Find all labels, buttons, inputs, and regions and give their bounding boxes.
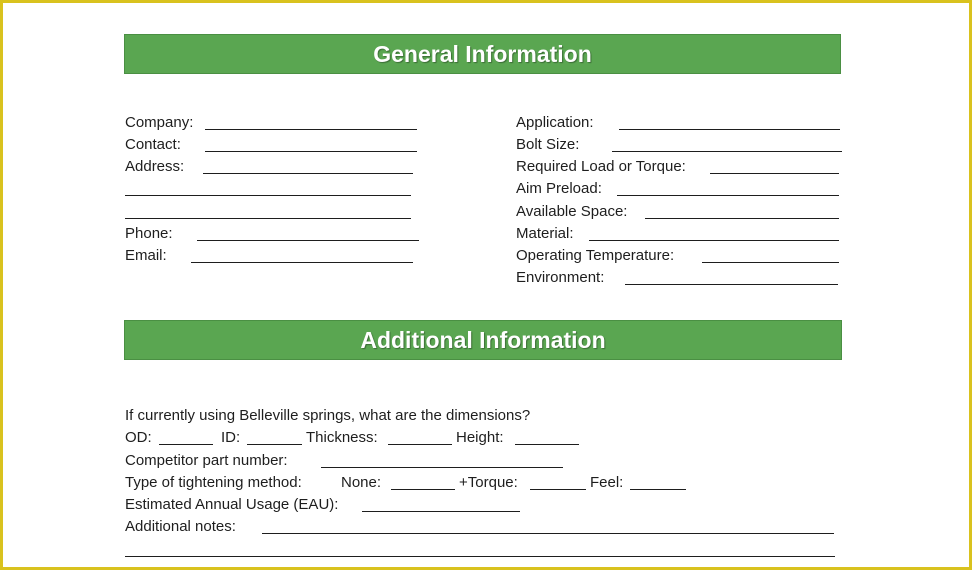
thickness-field[interactable] — [388, 444, 452, 445]
application-row — [516, 112, 846, 134]
phone-field[interactable] — [197, 240, 419, 241]
competitor-row — [125, 450, 825, 472]
company-row — [125, 112, 425, 134]
notes-row — [125, 516, 837, 538]
environment-row — [516, 267, 846, 289]
application-label: Application: — [516, 114, 594, 131]
environment-field[interactable] — [625, 284, 838, 285]
notes-field-1[interactable] — [262, 533, 834, 534]
available-space-field[interactable] — [645, 218, 839, 219]
email-label: Email: — [125, 247, 167, 264]
contact-label: Contact: — [125, 136, 181, 153]
address-field-3[interactable] — [125, 218, 411, 219]
available-space-row — [516, 201, 846, 223]
thickness-label: Thickness: — [306, 429, 378, 446]
id-label: ID: — [221, 429, 241, 446]
required-load-label: Required Load or Torque: — [516, 158, 686, 175]
address-line-2-row — [125, 178, 425, 200]
notes-line-2-row — [125, 539, 837, 561]
operating-temperature-row — [516, 245, 846, 267]
address-field-1[interactable] — [203, 173, 413, 174]
required-load-row — [516, 156, 846, 178]
competitor-field[interactable] — [321, 467, 563, 468]
none-label: None: — [341, 474, 382, 491]
notes-label: Additional notes: — [125, 518, 236, 535]
bolt-size-label: Bolt Size: — [516, 136, 580, 153]
environment-label: Environment: — [516, 269, 605, 286]
company-label: Company: — [125, 114, 194, 131]
od-field[interactable] — [159, 444, 213, 445]
phone-row — [125, 223, 425, 245]
address-row — [125, 156, 425, 178]
contact-row — [125, 134, 425, 156]
contact-field[interactable] — [205, 151, 417, 152]
feel-field[interactable] — [630, 489, 686, 490]
address-field-2[interactable] — [125, 195, 411, 196]
phone-label: Phone: — [125, 225, 173, 242]
material-row — [516, 223, 846, 245]
bolt-size-field[interactable] — [612, 151, 842, 152]
general-information-header — [124, 34, 841, 74]
torque-label: +Torque: — [459, 474, 518, 491]
company-field[interactable] — [205, 129, 417, 130]
material-field[interactable] — [589, 240, 839, 241]
general-information-title: General Information — [373, 40, 592, 67]
eau-row — [125, 494, 825, 516]
feel-label: Feel: — [590, 474, 624, 491]
competitor-label: Competitor part number: — [125, 452, 288, 469]
none-field[interactable] — [391, 489, 455, 490]
belleville-question-row — [125, 405, 825, 427]
address-line-3-row — [125, 201, 425, 223]
belleville-question: If currently using Belleville springs, what are the dimensions? — [125, 407, 531, 424]
required-load-field[interactable] — [710, 173, 839, 174]
application-field[interactable] — [619, 129, 840, 130]
additional-information-title: Additional Information — [360, 326, 606, 353]
aim-preload-label: Aim Preload: — [516, 180, 602, 197]
height-field[interactable] — [515, 444, 579, 445]
email-row — [125, 245, 425, 267]
tightening-label: Type of tightening method: — [125, 474, 302, 491]
tightening-row — [125, 472, 825, 494]
address-label: Address: — [125, 158, 185, 175]
height-label: Height: — [456, 429, 504, 446]
notes-field-2[interactable] — [125, 556, 835, 557]
eau-label: Estimated Annual Usage (EAU): — [125, 496, 339, 513]
od-label: OD: — [125, 429, 152, 446]
eau-field[interactable] — [362, 511, 520, 512]
available-space-label: Available Space: — [516, 203, 628, 220]
operating-temperature-label: Operating Temperature: — [516, 247, 675, 264]
aim-preload-field[interactable] — [617, 195, 839, 196]
dimensions-row — [125, 427, 825, 449]
aim-preload-row — [516, 178, 846, 200]
torque-field[interactable] — [530, 489, 586, 490]
additional-information-header — [124, 320, 842, 360]
material-label: Material: — [516, 225, 574, 242]
email-field[interactable] — [191, 262, 413, 263]
operating-temperature-field[interactable] — [702, 262, 839, 263]
id-field[interactable] — [247, 444, 302, 445]
bolt-size-row — [516, 134, 846, 156]
